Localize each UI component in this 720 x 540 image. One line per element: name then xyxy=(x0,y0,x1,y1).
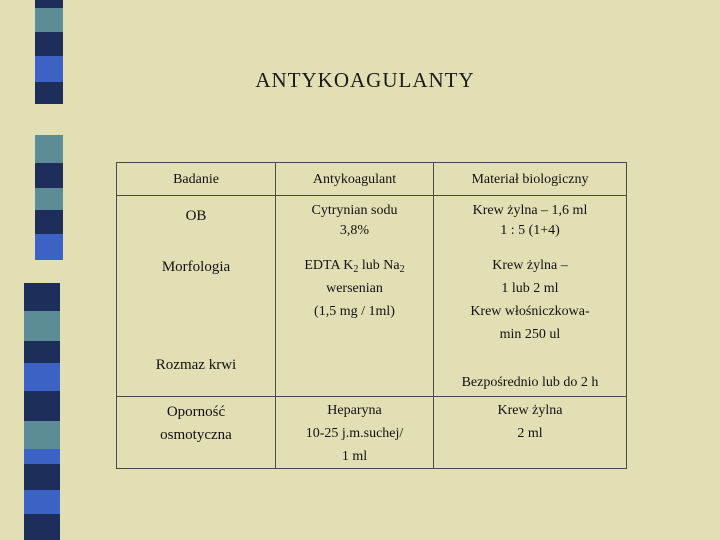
table-row xyxy=(117,397,627,469)
table-row xyxy=(117,354,627,397)
table-row xyxy=(117,250,627,354)
slide-title: ANTYKOAGULANTY xyxy=(255,68,475,92)
header-cell: Materiał biologiczny xyxy=(434,163,627,196)
anticoagulant-line: Cytrynian sodu xyxy=(311,203,398,218)
material-line: 1 lub 2 ml xyxy=(501,280,559,296)
anticoagulant-line: 10-25 j.m.suchej/ xyxy=(305,426,404,441)
table-row xyxy=(117,196,627,250)
anticoagulant-line: EDTA $K_2$ lub $Na_2$ xyxy=(304,257,405,275)
anticoagulant-line: Heparyna xyxy=(327,403,382,418)
material-line: Krew żylna – 1,6 ml xyxy=(472,203,588,218)
header-cell: Antykoagulant xyxy=(276,163,434,196)
material-line: 1 : 5 (1+4) xyxy=(500,223,560,238)
material-line: Krew żylna – xyxy=(492,257,568,273)
material-line: min 250 ul xyxy=(499,326,561,342)
anticoagulant-line: 1 ml xyxy=(341,449,368,464)
test-name: Morfologia xyxy=(161,258,231,275)
anticoagulant-line: wersenian xyxy=(326,280,383,296)
test-name: osmotyczna xyxy=(160,427,232,443)
test-name: Rozmaz krwi xyxy=(155,356,237,373)
test-name: OB xyxy=(185,208,207,224)
anticoagulant-line: (1,5 mg / 1ml) xyxy=(314,303,395,319)
header-cell: Badanie xyxy=(117,163,276,196)
material-line: Krew żylna xyxy=(497,403,563,418)
table-header-row xyxy=(117,163,627,196)
anticoagulant-table xyxy=(116,162,627,469)
material-line: 2 ml xyxy=(517,426,543,441)
material-line: Krew włośniczkowa- xyxy=(470,303,590,319)
test-name: Oporność xyxy=(166,404,226,420)
material-line: Bezpośrednio lub do 2 h xyxy=(461,375,599,390)
anticoagulant-line: 3,8% xyxy=(339,223,370,238)
